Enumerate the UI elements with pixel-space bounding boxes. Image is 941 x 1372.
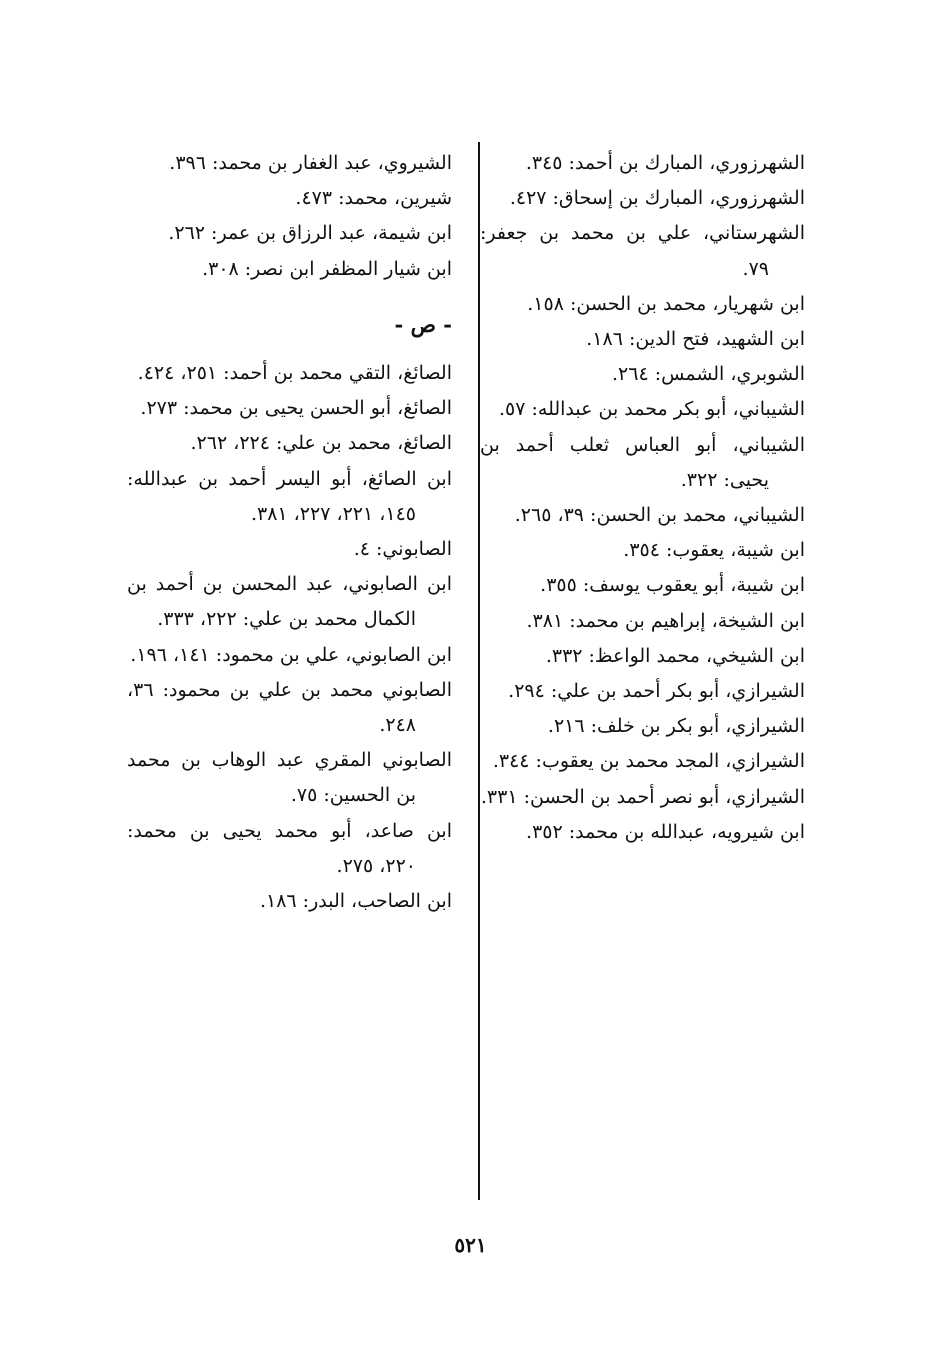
index-entry: الصابوني محمد بن علي بن محمود: ٣٦، ٢٤٨.	[127, 678, 452, 737]
column-divider	[478, 142, 480, 1200]
index-entry: الشوبري، الشمس: ٢٦٤.	[612, 363, 805, 386]
index-entry: الشيباني، أبو العباس ثعلب أحمد بن يحيى: ٣٢٢.	[480, 433, 805, 491]
index-entry: الصابوني: ٤.	[353, 538, 452, 561]
index-entry: الصائغ، محمد بن علي: ٢٢٤، ٢٦٢.	[190, 432, 452, 455]
index-entry: الشيرازي، أبو بكر أحمد بن علي: ٢٩٤.	[508, 680, 805, 703]
page-number: ٥٢١	[454, 1233, 487, 1257]
index-entry: ابن شيرويه، عبدالله بن محمد: ٣٥٢.	[526, 820, 805, 843]
index-column-left	[127, 146, 452, 919]
index-entry: ابن الصائغ، أبو اليسر أحمد بن عبدالله: ١٤٥، ٢٢١، ٢٢٧، ٣٨١.	[127, 467, 452, 525]
index-entry: ابن الشهيد، فتح الدين: ١٨٦.	[586, 328, 805, 351]
index-entry: شيرين، محمد: ٤٧٣.	[295, 187, 452, 210]
index-entry: ابن الصابوني، عبد المحسن بن أحمد بن الكمال محمد بن علي: ٢٢٢، ٣٣٣.	[127, 573, 452, 631]
letter-heading: - ص -	[394, 311, 452, 337]
index-column-right	[480, 146, 805, 850]
index-entry: الشيرازي، المجد محمد بن يعقوب: ٣٤٤.	[492, 750, 805, 773]
index-entry: الصائغ، أبو الحسن يحيى بن محمد: ٢٧٣.	[140, 397, 452, 420]
index-entry: ابن شيبة، أبو يعقوب يوسف: ٣٥٥.	[540, 574, 805, 597]
index-entry: ابن صاعد، أبو محمد يحيى بن محمد: ٢٢٠، ٢٧٥.	[127, 819, 452, 877]
index-entry: الشيروي، عبد الغفار بن محمد: ٣٩٦.	[169, 152, 452, 174]
index-entry: ابن شهريار، محمد بن الحسن: ١٥٨.	[527, 292, 805, 315]
index-entry: الشيباني، أبو بكر محمد بن عبدالله: ٥٧.	[498, 398, 805, 421]
index-entry: الشهرزوري، المبارك بن أحمد: ٣٤٥.	[525, 152, 805, 174]
index-entry: ابن شيمة، عبد الرزاق بن عمر: ٢٦٢.	[168, 222, 452, 245]
index-entry: الشيرازي، أبو بكر بن خلف: ٢١٦.	[547, 715, 805, 738]
index-entry: الشهرستاني، علي بن محمد بن جعفر: ٧٩.	[480, 222, 805, 280]
index-entry: ابن الشيخة، إبراهيم بن محمد: ٣٨١.	[526, 609, 805, 632]
index-entry: الشهرزوري، المبارك بن إسحاق: ٤٢٧.	[509, 187, 805, 210]
index-entry: ابن الصاحب، البدر: ١٨٦.	[259, 890, 452, 913]
index-entry: الشيرازي، أبو نصر أحمد بن الحسن: ٣٣١.	[480, 785, 805, 808]
index-entry: ابن شيبة، يعقوب: ٣٥٤.	[623, 539, 805, 562]
index-entry: الشيباني، محمد بن الحسن: ٣٩، ٢٦٥.	[514, 504, 805, 527]
index-entry: ابن الصابوني، علي بن محمود: ١٤١، ١٩٦.	[130, 643, 452, 666]
index-entry: ابن الشيخي، محمد الواعظ: ٣٣٢.	[545, 644, 805, 667]
index-entry: الصابوني المقري عبد الوهاب بن محمد بن الحسين: ٧٥.	[127, 749, 452, 807]
index-entry: الصائغ، التقي محمد بن أحمد: ٢٥١، ٤٢٤.	[137, 362, 452, 385]
index-entry: ابن شيار المظفر ابن نصر: ٣٠٨.	[202, 257, 452, 280]
